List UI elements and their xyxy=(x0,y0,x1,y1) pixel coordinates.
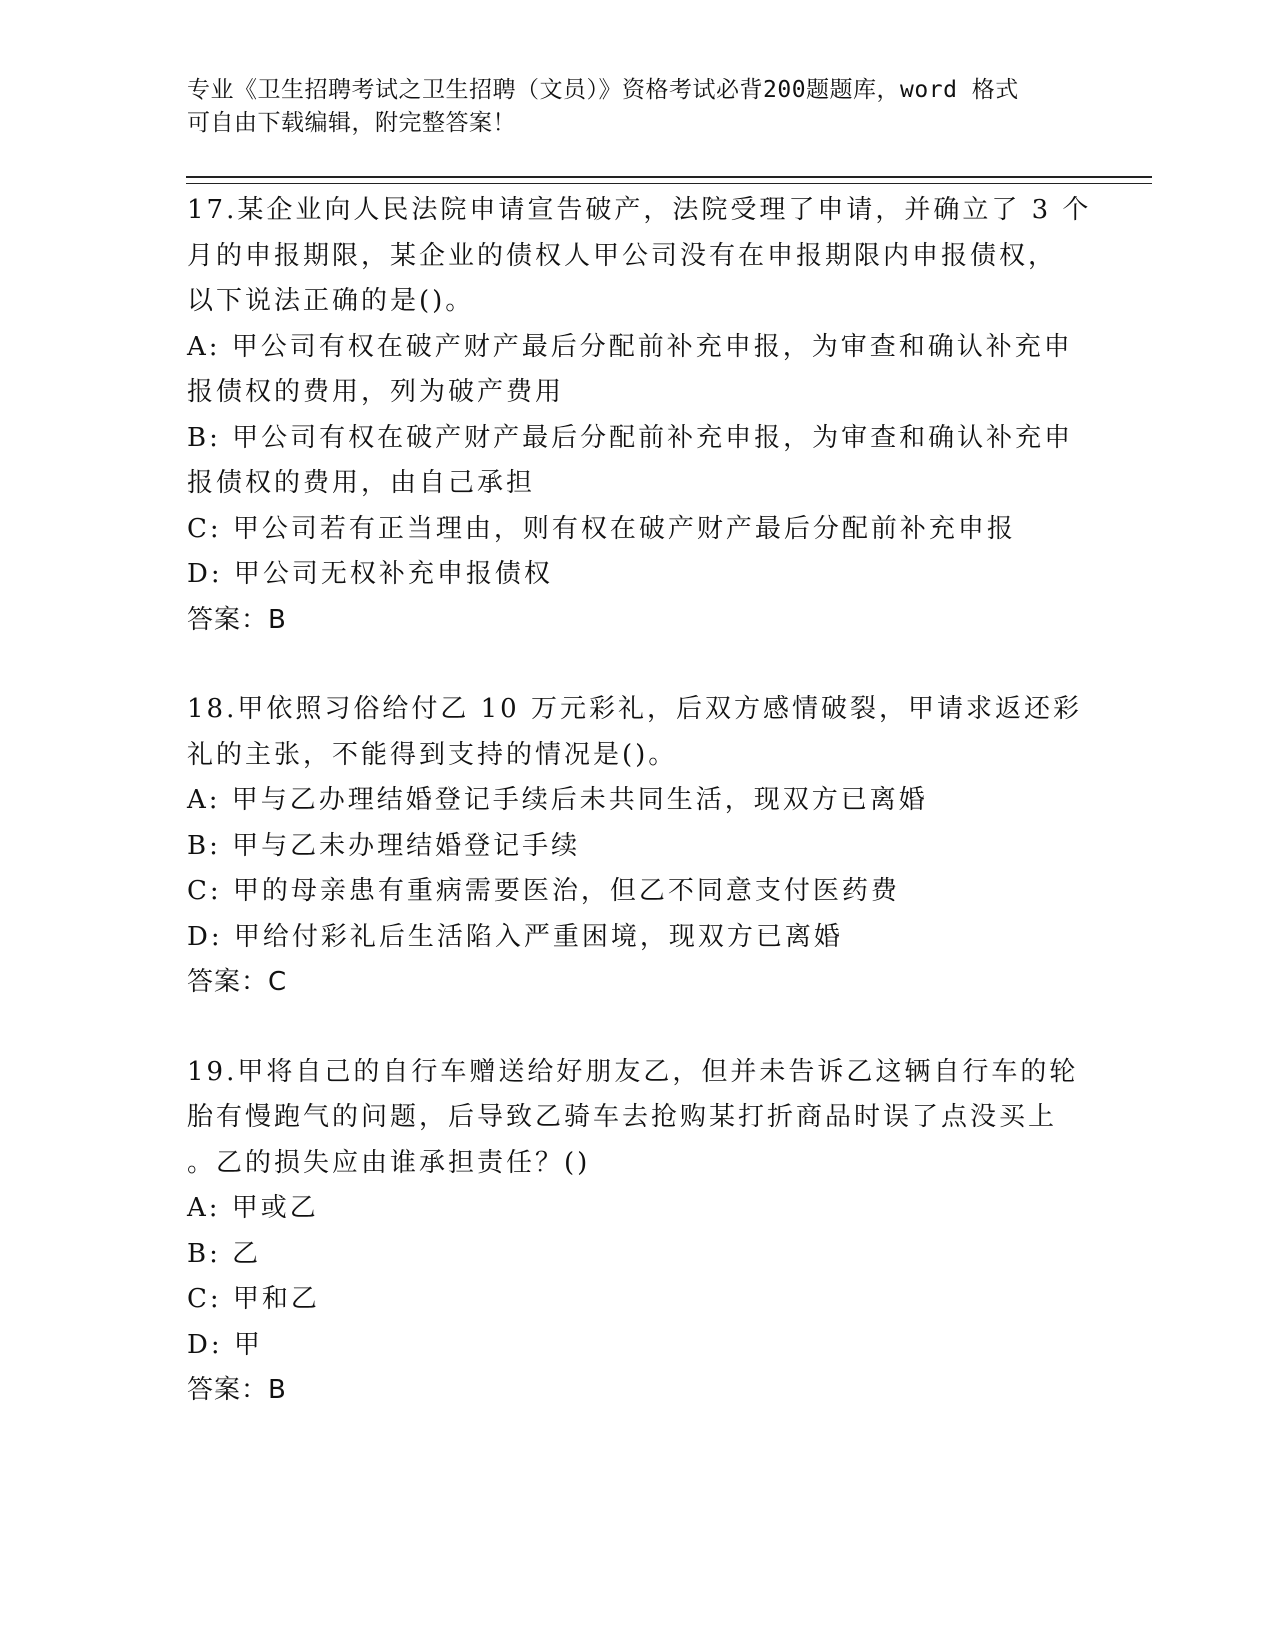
option-c-line: C: 甲和乙 xyxy=(187,1284,320,1314)
header-line-2: 可自由下载编辑，附完整答案！ xyxy=(187,110,516,136)
option-c-line: C: 甲的母亲患有重病需要医治，但乙不同意支付医药费 xyxy=(187,876,900,906)
option-d-line: D: 甲公司无权补充申报债权 xyxy=(187,559,553,589)
option-b-line: B: 甲与乙未办理结婚登记手续 xyxy=(187,830,581,861)
question-stem-line: 以下说法正确的是()。 xyxy=(187,286,475,316)
option-d-line: D: 甲给付彩礼后生活陷入严重困境，现双方已离婚 xyxy=(187,921,843,952)
option-a-line: A: 甲公司有权在破产财产最后分配前补充申报，为审查和确认补充申 xyxy=(187,331,1073,362)
option-a-line: 报债权的费用，列为破产费用 xyxy=(187,377,565,407)
question-stem-line: 礼的主张，不能得到支持的情况是()。 xyxy=(187,739,678,770)
option-b-line: B: 甲公司有权在破产财产最后分配前补充申报，为审查和确认补充申 xyxy=(187,422,1074,453)
question-19 xyxy=(187,1050,1087,1414)
document-header xyxy=(187,74,1087,140)
question-stem-line: 17.某企业向人民法院申请宣告破产，法院受理了申请，并确立了 3 个 xyxy=(187,195,1092,225)
option-a-line: A: 甲与乙办理结婚登记手续后未共同生活，现双方已离婚 xyxy=(187,785,928,815)
question-stem-line: 19.甲将自己的自行车赠送给好朋友乙，但并未告诉乙这辆自行车的轮 xyxy=(187,1056,1079,1087)
question-17 xyxy=(187,188,1092,643)
option-d-line: D: 甲 xyxy=(187,1329,263,1360)
header-divider-thin xyxy=(186,183,1152,184)
answer-label: 答案：C xyxy=(187,967,288,997)
header-divider-thick xyxy=(186,176,1152,178)
question-stem-line: 18.甲依照习俗给付乙 10 万元彩礼，后双方感情破裂，甲请求返还彩 xyxy=(187,694,1082,724)
option-a-line: A: 甲或乙 xyxy=(187,1193,319,1223)
question-stem-line: 。乙的损失应由谁承担责任？() xyxy=(187,1147,591,1178)
question-stem-line: 胎有慢跑气的问题，后导致乙骑车去抢购某打折商品时误了点没买上 xyxy=(187,1102,1058,1132)
option-b-line: B: 乙 xyxy=(187,1238,262,1269)
option-b-line: 报债权的费用，由自己承担 xyxy=(187,468,536,498)
question-stem-line: 月的申报期限，某企业的债权人甲公司没有在申报期限内申报债权， xyxy=(187,240,1058,271)
question-list xyxy=(187,188,1092,1458)
option-c-line: C: 甲公司若有正当理由，则有权在破产财产最后分配前补充申报 xyxy=(187,513,1016,544)
answer-label: 答案：B xyxy=(187,604,287,635)
question-18 xyxy=(187,687,1087,1006)
answer-label: 答案：B xyxy=(187,1375,287,1405)
header-line-1: 专业《卫生招聘考试之卫生招聘（文员）》资格考试必背200题题库，word 格式 xyxy=(187,77,1019,103)
